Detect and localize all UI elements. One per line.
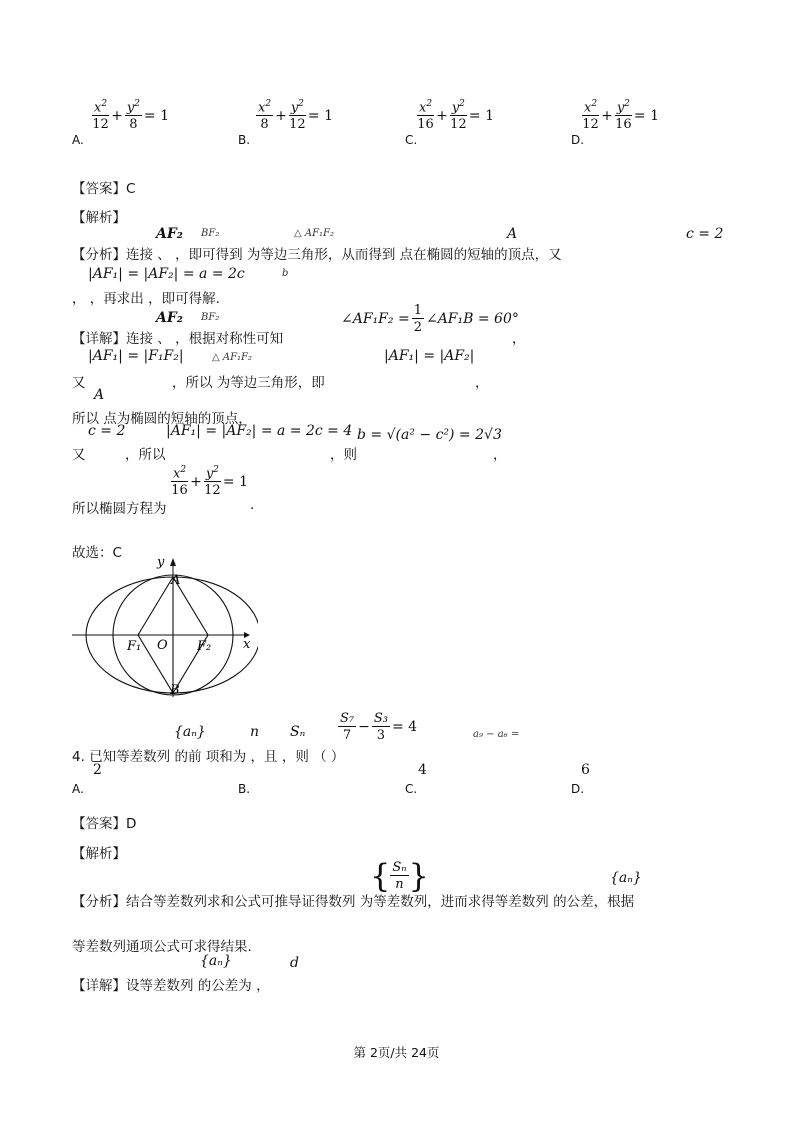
xiangjie-row-2-text: ，所以 为等边三角形，即 <box>172 375 325 391</box>
fenxi-row-2: ， ，再求出 ，即可得解. <box>72 291 220 307</box>
q4-option-c-letter: C. <box>405 782 418 796</box>
q4-fenxi-row-1: 【分析】结合等差数列求和公式可推导证得数列 为等差数列，进而求得等差数列 的公差，根据 <box>72 894 635 910</box>
math-a-point-2: A <box>94 387 105 403</box>
ellipse-figure <box>68 552 258 702</box>
option-d-letter: D. <box>571 133 585 147</box>
math-a-point: A <box>507 226 518 242</box>
option-a-equation: $\frac{x^2}{12}$ + $\frac{y^2}{8}$ = 1 <box>92 99 169 133</box>
math-triangle: △ AF₁F₂ <box>294 228 334 239</box>
math-an-3: {aₙ} <box>200 953 232 969</box>
math-an: {aₙ} <box>174 724 206 740</box>
q4-xiangjie-row: 【详解】设等差数列 的公差为 ， <box>72 978 270 994</box>
option-c-letter: C. <box>405 133 418 147</box>
math-d: d <box>290 955 299 971</box>
fig-label-f2: F₂ <box>197 639 212 654</box>
math-af1-f1f2: |AF₁| = |F₁F₂| <box>88 348 184 364</box>
q4-option-a-letter: A. <box>72 782 84 796</box>
math-sn-over-n: { $\frac{\text{Sₙ}}{n}$ } <box>370 857 429 895</box>
analysis-label-q4: 【解析】 <box>72 846 126 862</box>
q4-stem: 4. 已知等差数列 的前 项和为 ，且 ，则 （ ） <box>72 749 345 765</box>
q4-fenxi-row-2: 等差数列通项公式可求得结果. <box>72 939 252 955</box>
math-n: n <box>250 724 260 740</box>
q4-option-d-value: 6 <box>581 762 590 778</box>
xiangjie-row-2-you: 又 <box>72 375 86 391</box>
row-4-you: 又 <box>72 447 86 463</box>
row-4-ze: ，则 <box>330 447 357 463</box>
answer-line-q3: 【答案】C <box>72 181 136 197</box>
math-bf2-2: BF₂ <box>201 312 220 323</box>
suoyi-row-3: 所以 点为椭圆的短轴的顶点， <box>72 411 252 427</box>
analysis-label-q3: 【解析】 <box>72 210 126 226</box>
option-b-equation: $\frac{x^2}{8}$ + $\frac{y^2}{12}$ = 1 <box>258 99 333 133</box>
math-a9-a6: a₉ − a₆ = <box>473 729 520 740</box>
option-d-equation: $\frac{x^2}{12}$ + $\frac{y^2}{16}$ = 1 <box>582 99 659 133</box>
final-period: . <box>250 497 255 513</box>
row-4-comma: ， <box>493 447 507 463</box>
fenxi-row-1: 【分析】连接 、 ，即可得到 为等边三角形，从而得到 点在椭圆的短轴的顶点，又 <box>72 247 562 263</box>
math-af-eq: |AF₁| = |AF₂| = a = 2c <box>88 266 245 282</box>
page-footer: 第 2页/共 24页 <box>353 1045 440 1060</box>
fig-label-o: O <box>157 638 168 653</box>
q4-option-d-letter: D. <box>571 782 585 796</box>
math-c-eq-2: c = 2 <box>88 423 126 439</box>
math-af-eq-full: |AF₁| = |AF₂| = a = 2c = 4 <box>166 423 353 439</box>
fig-label-x: x <box>243 637 251 652</box>
guxuan-q3: 故选：C <box>72 545 122 561</box>
math-sn: Sₙ <box>290 724 306 740</box>
math-af2-2: AF₂ <box>156 310 183 326</box>
xiangjie-row-2-comma: ， <box>475 375 489 391</box>
option-b-letter: B. <box>238 133 251 147</box>
math-b-var: b <box>282 268 289 279</box>
math-an-2: {aₙ} <box>610 870 642 886</box>
q4-option-b-letter: B. <box>238 782 251 796</box>
math-triangle-2: △ AF₁F₂ <box>212 352 252 363</box>
q4-option-c-value: 4 <box>418 762 427 778</box>
fig-label-f1: F₁ <box>127 639 142 654</box>
final-equation: $\frac{x^2}{16}$ + $\frac{y^2}{12}$ = 1 <box>171 465 248 499</box>
answer-line-q4: 【答案】D <box>72 816 137 832</box>
math-c-eq: c = 2 <box>686 226 724 242</box>
fig-label-y: y <box>157 555 165 570</box>
y-axis-arrow <box>170 558 176 566</box>
xiangjie-row-1: 【详解】连接 、 ，根据对称性可知 <box>72 331 284 347</box>
xiangjie-comma: ， <box>512 331 526 347</box>
math-angle-eq: ∠AF₁F₂ = $\frac{1}{2}$ ∠AF₁B = 60° <box>341 303 519 335</box>
final-text: 所以椭圆方程为 <box>72 501 167 517</box>
fig-label-a: A <box>171 573 181 588</box>
fig-label-b: B <box>170 683 180 698</box>
math-b-eq: b = √(a² − c²) = 2√3 <box>357 427 502 443</box>
math-bf2: BF₂ <box>201 228 220 239</box>
row-4-suoyi: ，所以 <box>125 447 166 463</box>
math-af2: AF₂ <box>156 226 183 242</box>
math-s7-s3: $\frac{\text{S₇}}{7}$ − $\frac{\text{S₃}}{3}$ = 4 <box>340 711 418 743</box>
math-af1-af2: |AF₁| = |AF₂| <box>384 348 475 364</box>
option-c-equation: $\frac{x^2}{16}$ + $\frac{y^2}{12}$ = 1 <box>417 99 494 133</box>
option-a-letter: A. <box>72 133 84 147</box>
q4-option-a-value: 2 <box>93 762 102 778</box>
